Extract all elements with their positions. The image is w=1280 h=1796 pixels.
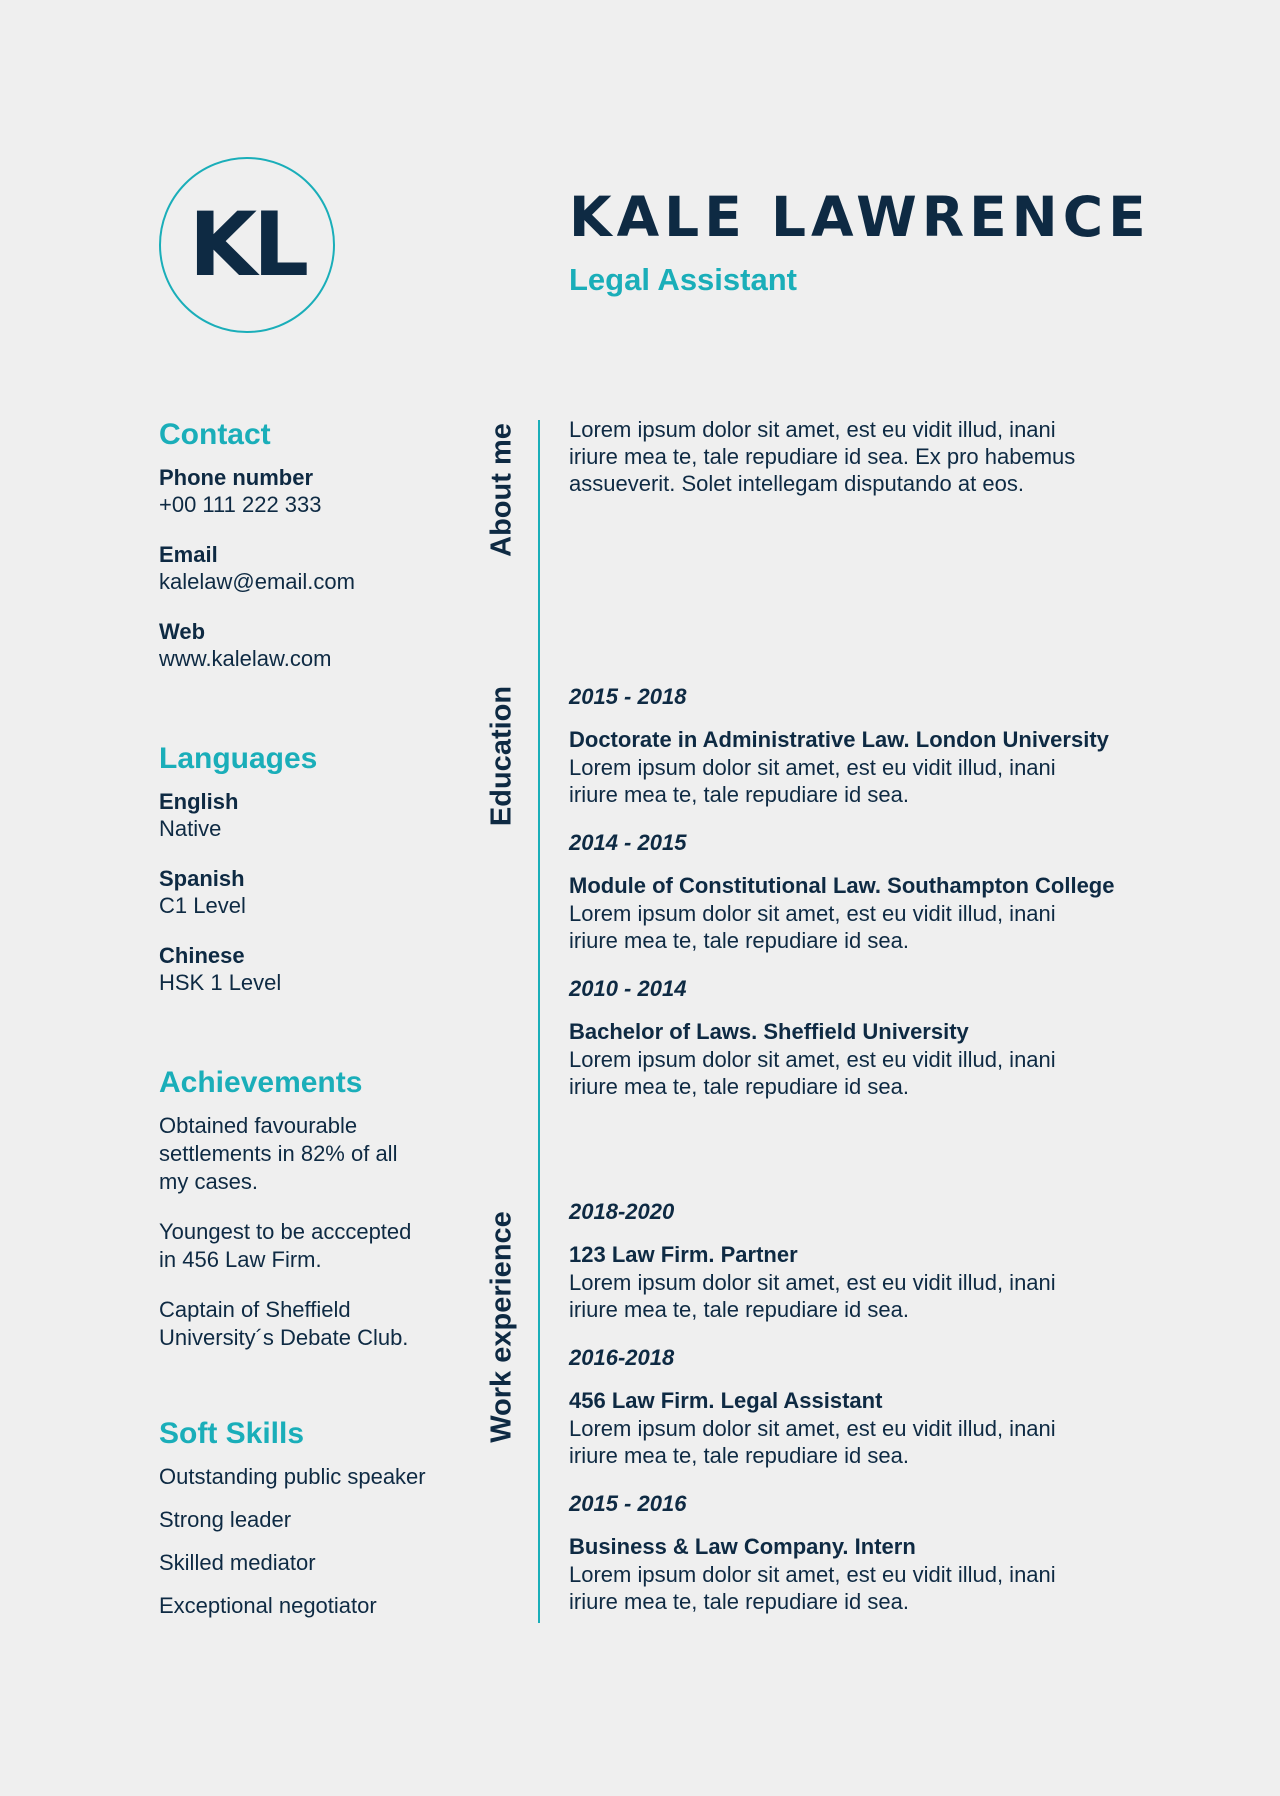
soft-skill-item: Outstanding public speaker <box>159 1464 426 1489</box>
soft-skills-title: Soft Skills <box>159 1417 305 1450</box>
soft-skills-section <box>159 1419 459 1635</box>
entry-title: Bachelor of Laws. Sheffield University <box>569 1019 969 1044</box>
candidate-role: Legal Assistant <box>569 262 797 297</box>
section-divider <box>538 420 540 1623</box>
entry-title: Doctorate in Administrative Law. London University <box>569 727 1109 752</box>
entry-title: Business & Law Company. Intern <box>569 1534 916 1559</box>
web-value: www.kalelaw.com <box>159 646 332 671</box>
work-entry <box>569 1491 1129 1615</box>
work-entry <box>569 1199 1129 1323</box>
about-section <box>569 416 1109 497</box>
language-level: HSK 1 Level <box>159 970 282 995</box>
email-value: kalelaw@email.com <box>159 569 355 594</box>
contact-label: Email <box>159 542 218 567</box>
about-text: Lorem ipsum dolor sit amet, est eu vidit illud, inani iriure mea te, tale repudiare id sea. Ex pro habemus assueverit. Solet intellegam disputando at eos. <box>569 417 1076 496</box>
entry-date: 2016-2018 <box>569 1345 675 1370</box>
education-label-text: Education <box>485 685 518 827</box>
contact-item <box>159 541 459 595</box>
monogram-initials: KL <box>188 193 306 296</box>
work-entry <box>569 1345 1129 1469</box>
language-item <box>159 942 459 996</box>
education-entry <box>569 684 1129 808</box>
language-level: C1 Level <box>159 893 246 918</box>
language-level: Native <box>159 816 222 841</box>
work-section <box>569 1199 1129 1637</box>
languages-title: Languages <box>159 742 318 775</box>
soft-skill-item: Exceptional negotiator <box>159 1593 377 1618</box>
entry-title: 123 Law Firm. Partner <box>569 1242 798 1267</box>
soft-skill-item: Strong leader <box>159 1507 292 1532</box>
contact-item <box>159 464 459 518</box>
entry-description: Lorem ipsum dolor sit amet, est eu vidit illud, inani iriure mea te, tale repudiare id sea. <box>569 1047 1056 1099</box>
achievements-title: Achievements <box>159 1066 363 1099</box>
achievement-item: Obtained favourable settlements in 82% of all my cases. <box>159 1113 398 1194</box>
entry-description: Lorem ipsum dolor sit amet, est eu vidit illud, inani iriure mea te, tale repudiare id sea. <box>569 1416 1056 1468</box>
entry-date: 2015 - 2018 <box>569 684 687 709</box>
language-name: Spanish <box>159 866 245 891</box>
entry-date: 2018-2020 <box>569 1199 675 1224</box>
entry-title: Module of Constitutional Law. Southampton College <box>569 873 1115 898</box>
entry-title: 456 Law Firm. Legal Assistant <box>569 1388 883 1413</box>
entry-description: Lorem ipsum dolor sit amet, est eu vidit illud, inani iriure mea te, tale repudiare id sea. <box>569 1562 1056 1614</box>
achievement-item: Captain of Sheffield University´s Debate Club. <box>159 1297 409 1350</box>
phone-value: +00 111 222 333 <box>159 492 322 517</box>
candidate-name: KALE LAWRENCE <box>569 185 1151 249</box>
languages-section <box>159 744 459 1019</box>
contact-section <box>159 420 459 695</box>
entry-date: 2014 - 2015 <box>569 830 687 855</box>
soft-skill-item: Skilled mediator <box>159 1550 316 1575</box>
entry-date: 2010 - 2014 <box>569 976 687 1001</box>
language-item <box>159 865 459 919</box>
entry-date: 2015 - 2016 <box>569 1491 687 1516</box>
entry-description: Lorem ipsum dolor sit amet, est eu vidit illud, inani iriure mea te, tale repudiare id sea. <box>569 1270 1056 1322</box>
education-entry <box>569 830 1129 954</box>
achievements-section <box>159 1068 429 1374</box>
contact-title: Contact <box>159 418 271 451</box>
language-name: Chinese <box>159 943 245 968</box>
education-entry <box>569 976 1129 1100</box>
work-label-text: Work experience <box>485 1211 518 1443</box>
entry-description: Lorem ipsum dolor sit amet, est eu vidit illud, inani iriure mea te, tale repudiare id sea. <box>569 755 1056 807</box>
language-name: English <box>159 789 239 814</box>
entry-description: Lorem ipsum dolor sit amet, est eu vidit illud, inani iriure mea te, tale repudiare id sea. <box>569 901 1056 953</box>
contact-label: Phone number <box>159 465 314 490</box>
education-section <box>569 684 1129 1122</box>
contact-label: Web <box>159 619 206 644</box>
about-label-text: About me <box>485 423 518 557</box>
language-item <box>159 788 459 842</box>
monogram-badge <box>159 157 335 333</box>
contact-item <box>159 618 459 672</box>
achievement-item: Youngest to be acccepted in 456 Law Firm. <box>159 1219 412 1272</box>
